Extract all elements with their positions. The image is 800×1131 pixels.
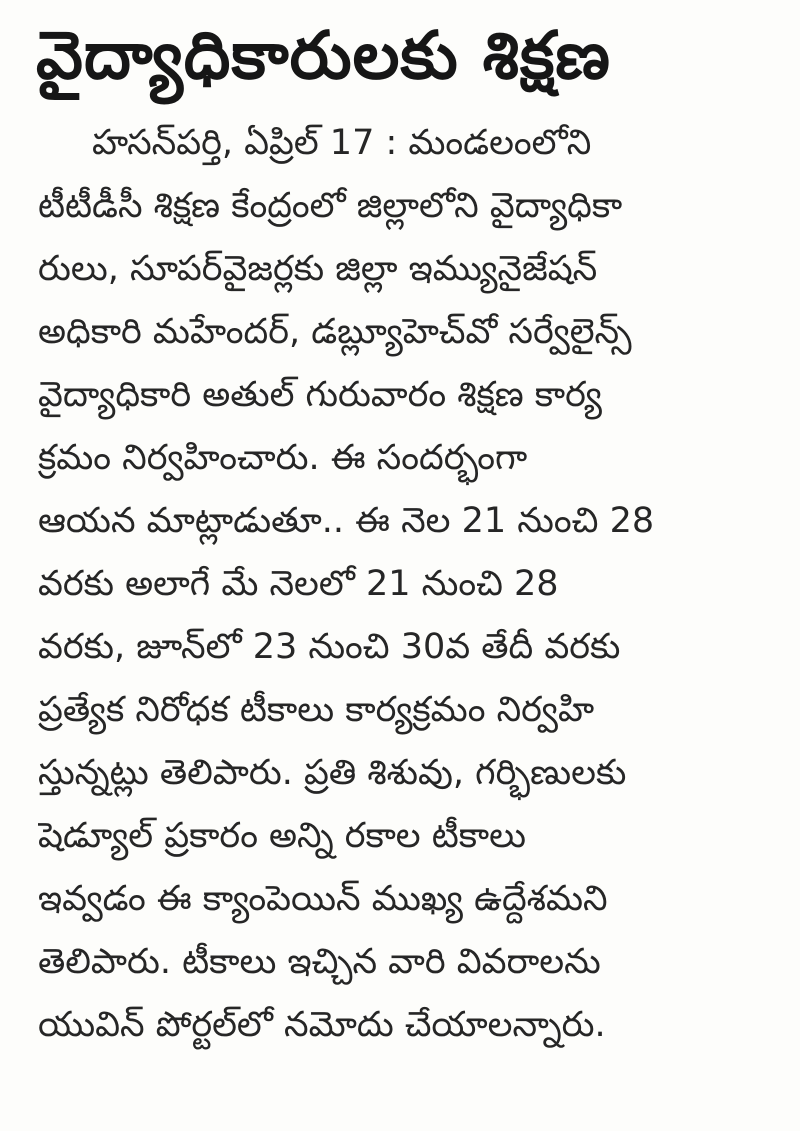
article-line: ప్రత్యేక నిరోధక టీకాలు కార్యక్రమం నిర్వహి <box>38 690 595 730</box>
article-line: ఆయన మాట్లాడుతూ.. ఈ నెల 21 నుంచి 28 <box>38 501 655 541</box>
article-line: హసన్‌పర్తి, ఏప్రిల్ 17 : మండలంలోని <box>92 123 592 163</box>
headline: వైద్యాధికారులకు శిక్షణ <box>36 17 611 94</box>
article-line: అధికారి మహేందర్, డబ్ల్యూహెచ్‌వో సర్వేలైన్స్ <box>38 312 632 352</box>
article-line: యువిన్ పోర్టల్‌లో నమోదు చేయాలన్నారు. <box>38 1005 606 1045</box>
article-line: క్రమం నిర్వహించారు. ఈ సందర్భంగా <box>38 438 528 478</box>
article-body <box>38 112 778 1057</box>
article-line: వరకు అలాగే మే నెలలో 21 నుంచి 28 <box>38 564 559 604</box>
article-line: రులు, సూపర్‌వైజర్లకు జిల్లా ఇమ్యునైజేషన్ <box>38 249 598 289</box>
article-line: వైద్యాధికారి అతుల్ గురువారం శిక్షణ కార్య <box>38 375 602 415</box>
article-line: తెలిపారు. టీకాలు ఇచ్చిన వారి వివరాలను <box>38 942 601 982</box>
article-line: వరకు, జూన్‌లో 23 నుంచి 30వ తేదీ వరకు <box>38 627 621 667</box>
article-line: షెడ్యూల్ ప్రకారం అన్ని రకాల టీకాలు <box>38 816 527 856</box>
article-line: టీటీడీసీ శిక్షణ కేంద్రంలో జిల్లాలోని వైద్యాధికా <box>38 186 623 226</box>
article-line: స్తున్నట్లు తెలిపారు. ప్రతి శిశువు, గర్భిణులకు <box>38 753 627 793</box>
article-line: ఇవ్వడం ఈ క్యాంపెయిన్ ముఖ్య ఉద్దేశమని <box>38 879 608 919</box>
